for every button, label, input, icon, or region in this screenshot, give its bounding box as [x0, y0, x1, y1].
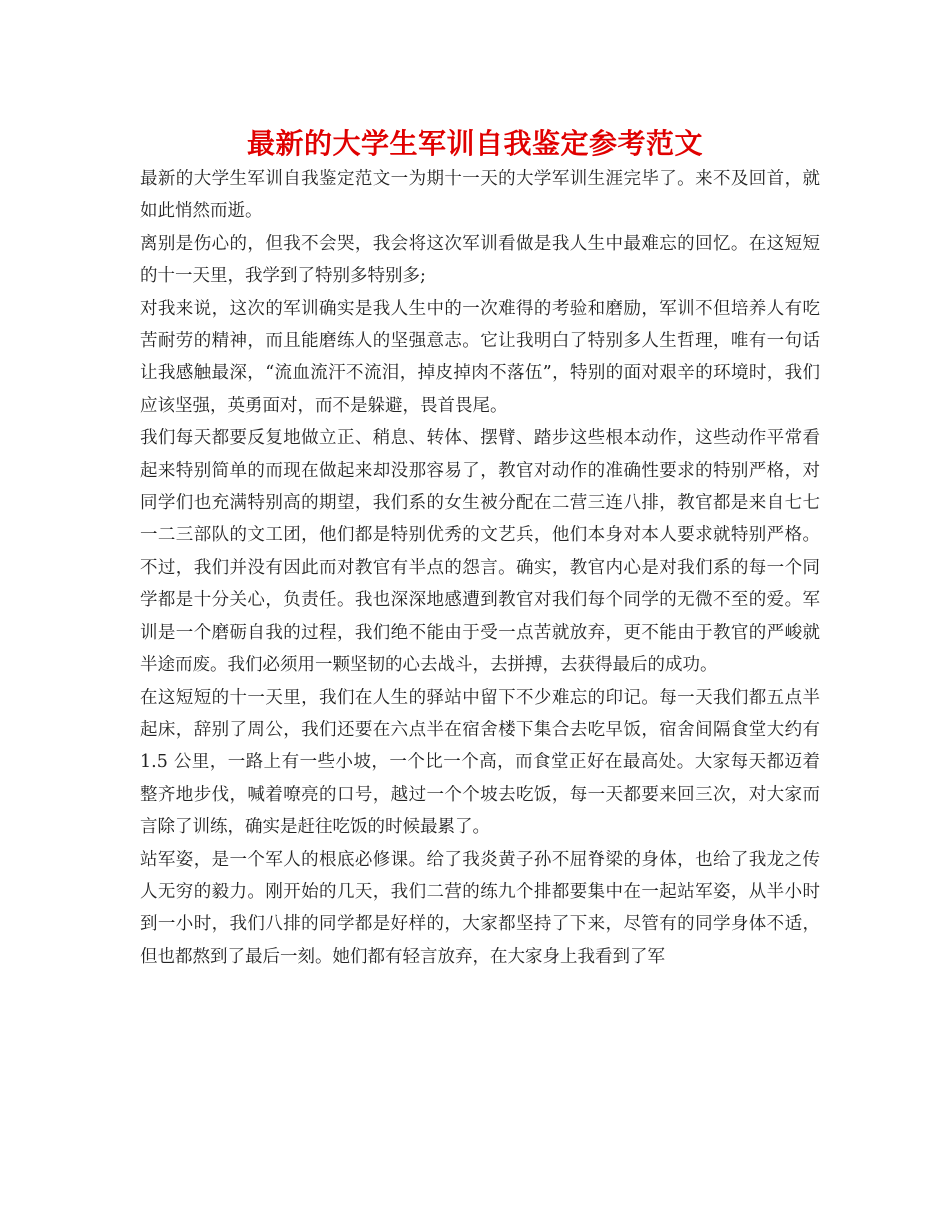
paragraph: 离别是伤心的，但我不会哭，我会将这次军训看做是我人生中最难忘的回忆。在这短短的十一天里，我学到了特别多特别多; [140, 233, 820, 287]
paragraph: 在这短短的十一天里，我们在人生的驿站中留下不少难忘的印记。每一天我们都五点半起床，辞别了周公，我们还要在六点半在宿舍楼下集合去吃早饭，宿舍间隔食堂大约有 1.5 公里，一路上有一些小坡，一个比一个高，而食堂正好在最高处。大家每天都迈着整齐地步伐，喊着嘹亮的口号，越过一个个坡去吃饭，每一天都要来回三次，对大家而言除了训练，确实是赶往吃饭的时候最累了。 [140, 687, 820, 838]
paragraph: 对我来说，这次的军训确实是我人生中的一次难得的考验和磨励，军训不但培养人有吃苦耐劳的精神，而且能磨练人的坚强意志。它让我明白了特别多人生哲理，唯有一句话让我感触最深，“流血流汗不流泪，掉皮掉肉不落伍”，特别的面对艰辛的环境时，我们应该坚强，英勇面对，而不是躲避，畏首畏尾。 [140, 298, 820, 416]
paragraph: 最新的大学生军训自我鉴定范文一为期十一天的大学军训生涯完毕了。来不及回首，就如此悄然而逝。 [140, 169, 820, 222]
paragraph: 我们每天都要反复地做立正、稍息、转体、摆臂、踏步这些根本动作，这些动作平常看起来特别简单的而现在做起来却没那容易了，教官对动作的准确性要求的特别严格，对同学们也充满特别高的期望，我们系的女生被分配在二营三连八排，教官都是来自七七一二三部队的文工团，他们都是特别优秀的文艺兵，他们本身对本人要求就特别严格。不过，我们并没有因此而对教官有半点的怨言。确实，教官内心是对我们系的每一个同学都是十分关心，负责任。我也深深地感遭到教官对我们每个同学的无微不至的爱。军训是一个磨砺自我的过程，我们绝不能由于受一点苦就放弃，更不能由于教官的严峻就半途而废。我们必须用一颗坚韧的心去战斗，去拼搏，去获得最后的成功。 [140, 428, 820, 676]
paragraph: 站军姿，是一个军人的根底必修课。给了我炎黄子孙不屈脊梁的身体，也给了我龙之传人无穷的毅力。刚开始的几天，我们二营的练九个排都要集中在一起站军姿，从半小时到一小时，我们八排的同学都是好样的，大家都坚持了下来，尽管有的同学身体不适，但也都熬到了最后一刻。她们都有轻言放弃，在大家身上我看到了军 [140, 849, 820, 967]
document-title: 最新的大学生军训自我鉴定参考范文 [246, 127, 703, 160]
document-body [140, 163, 820, 973]
